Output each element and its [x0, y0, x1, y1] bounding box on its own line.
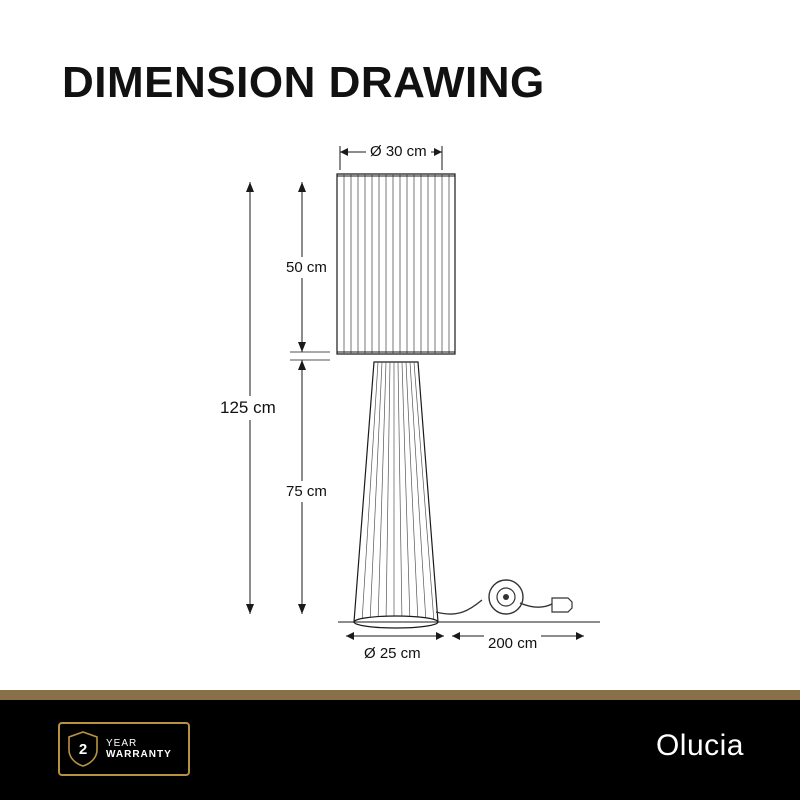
warranty-badge [58, 722, 190, 776]
brand-name: Olucia [655, 729, 744, 762]
label-cord-length: 200 cm [484, 633, 541, 654]
dimension-base-diameter [346, 632, 444, 640]
page-title: DIMENSION DRAWING [62, 58, 545, 107]
shield-icon [68, 731, 98, 767]
label-shade-height: 50 cm [282, 257, 331, 278]
label-total-height: 125 cm [216, 396, 280, 420]
label-base-height: 75 cm [282, 481, 331, 502]
warranty-line-2: WARRANTY [106, 749, 172, 760]
lamp-shade [337, 174, 455, 354]
power-cord [436, 580, 572, 614]
lamp-base [338, 362, 600, 628]
footer-accent-divider [0, 690, 800, 700]
label-shade-diameter: Ø 30 cm [366, 141, 431, 162]
label-base-diameter: Ø 25 cm [360, 643, 425, 664]
warranty-line-1: YEAR [106, 737, 138, 749]
warranty-years: 2 [78, 740, 88, 758]
warranty-text [106, 738, 172, 761]
footer [0, 700, 800, 800]
